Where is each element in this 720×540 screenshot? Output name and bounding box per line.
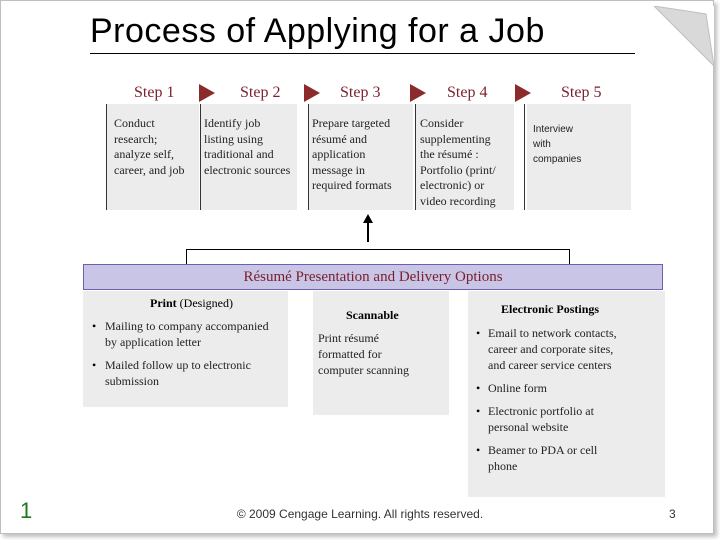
page-curl-icon bbox=[654, 6, 714, 66]
step-1-line: Conduct bbox=[114, 116, 155, 130]
step-5-label: Step 5 bbox=[561, 84, 602, 101]
step-4-line: video recording bbox=[420, 193, 496, 208]
step-divider bbox=[308, 104, 309, 210]
step-divider bbox=[106, 104, 107, 210]
bracket-connector bbox=[186, 249, 570, 250]
print-option-heading bbox=[150, 296, 233, 311]
electronic-bullet-4 bbox=[488, 442, 597, 474]
bullet-line: phone bbox=[488, 459, 518, 473]
step-2-line: Identify job bbox=[204, 116, 261, 130]
page-number: 3 bbox=[669, 507, 676, 521]
bullet-line: Email to network contacts, bbox=[488, 326, 617, 340]
bullet-line: submission bbox=[105, 374, 160, 388]
print-heading-rest: (Designed) bbox=[176, 296, 233, 310]
electronic-bullet-2 bbox=[488, 380, 547, 396]
bullet-line: personal website bbox=[488, 420, 569, 434]
step-4-line: the résumé : bbox=[420, 147, 479, 161]
print-heading-bold: Print bbox=[150, 296, 177, 310]
bullet-line: Mailing to company accompanied bbox=[105, 319, 269, 333]
bullet-icon: • bbox=[476, 381, 481, 395]
scannable-line: computer scanning bbox=[318, 363, 409, 377]
step-1-line: career, and job bbox=[114, 162, 185, 177]
bullet-line: Mailed follow up to electronic bbox=[105, 358, 251, 372]
step-3-line: Prepare targeted bbox=[312, 116, 391, 130]
step-divider bbox=[200, 104, 201, 210]
print-bullet-2 bbox=[105, 357, 251, 389]
step-arrow-icon bbox=[199, 84, 215, 102]
electronic-bullet-3 bbox=[488, 403, 594, 435]
step-5-line: with bbox=[533, 139, 551, 150]
electronic-bullet-1 bbox=[488, 325, 617, 373]
bullet-icon: • bbox=[476, 404, 481, 418]
bullet-icon: • bbox=[92, 358, 97, 372]
options-band bbox=[83, 264, 663, 290]
bullet-line: by application letter bbox=[105, 335, 201, 349]
step-arrow-icon bbox=[304, 84, 320, 102]
bullet-icon: • bbox=[92, 319, 97, 333]
scannable-option-heading bbox=[346, 308, 399, 323]
step-3-line: application bbox=[312, 147, 366, 161]
bullet-line: career and corporate sites, bbox=[488, 342, 614, 356]
step-5-line: Interview bbox=[533, 124, 574, 135]
bullet-line: and career service centers bbox=[488, 358, 612, 372]
bullet-icon: • bbox=[476, 326, 481, 340]
step-2-line: listing using bbox=[204, 131, 264, 146]
step-2-label: Step 2 bbox=[240, 84, 281, 101]
step-4-line: electronic) or bbox=[420, 178, 485, 192]
bullet-icon: • bbox=[476, 443, 481, 457]
options-band-label: Résumé Presentation and Delivery Options bbox=[243, 269, 503, 285]
step-1-text bbox=[114, 116, 184, 178]
step-4-line: Portfolio (print/ bbox=[420, 162, 496, 177]
step-2-text bbox=[204, 116, 290, 178]
step-1-label: Step 1 bbox=[134, 84, 175, 101]
step-3-line: required formats bbox=[312, 178, 392, 192]
step-divider bbox=[415, 104, 416, 210]
scannable-line: formatted for bbox=[318, 347, 382, 361]
step-5-text bbox=[533, 122, 581, 167]
page-title: Process of Applying for a Job bbox=[90, 12, 545, 50]
step-4-line: Consider bbox=[420, 116, 464, 130]
print-bullet-1 bbox=[105, 318, 269, 350]
step-divider bbox=[524, 104, 525, 210]
up-arrow-shaft bbox=[367, 222, 369, 242]
bullet-line: Online form bbox=[488, 381, 547, 395]
step-4-label: Step 4 bbox=[447, 84, 488, 101]
step-3-line: résumé and bbox=[312, 131, 367, 146]
scannable-line: Print résumé bbox=[318, 331, 379, 345]
electronic-heading-text: Electronic Postings bbox=[501, 302, 600, 316]
step-arrow-icon bbox=[515, 84, 531, 102]
step-3-text bbox=[312, 116, 392, 194]
step-1-line: analyze self, bbox=[114, 147, 174, 161]
step-arrow-icon bbox=[410, 84, 426, 102]
step-5-line: companies bbox=[533, 154, 582, 165]
scannable-heading-text: Scannable bbox=[346, 308, 399, 322]
step-3-label: Step 3 bbox=[340, 84, 381, 101]
step-3-line: message in bbox=[312, 162, 365, 177]
electronic-option-heading bbox=[501, 302, 599, 317]
title-underline bbox=[90, 53, 635, 54]
step-4-line: supplementing bbox=[420, 131, 491, 146]
copyright-notice: © 2009 Cengage Learning. All rights reserved. bbox=[236, 507, 484, 521]
bullet-line: Electronic portfolio at bbox=[488, 404, 594, 418]
step-4-text bbox=[420, 116, 496, 209]
bullet-line: Beamer to PDA or cell bbox=[488, 443, 598, 457]
step-2-line: traditional and bbox=[204, 147, 274, 161]
slide-marker: 1 bbox=[20, 498, 33, 523]
step-1-line: research; bbox=[114, 131, 158, 146]
scannable-text bbox=[318, 330, 409, 378]
step-2-line: electronic sources bbox=[204, 162, 291, 177]
